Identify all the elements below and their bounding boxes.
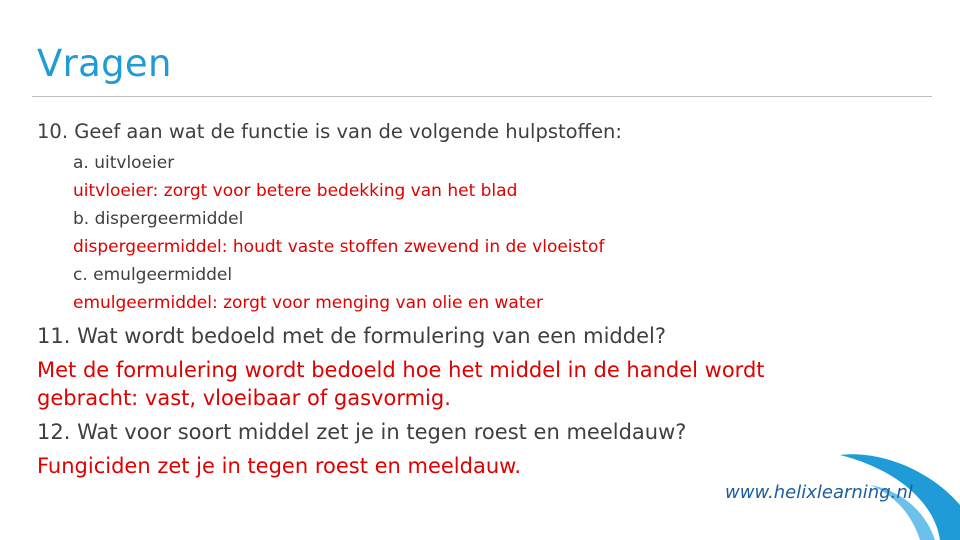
- option-b: b. dispergeermiddel: [73, 209, 244, 229]
- option-a: a. uitvloeier: [73, 153, 175, 173]
- answer-a: uitvloeier: zorgt voor betere bedekking van het blad: [73, 181, 518, 201]
- helix-url-logo: www.helixlearning.nl: [725, 482, 913, 503]
- answer-12: Fungiciden zet je in tegen roest en meeldauw.: [37, 454, 522, 478]
- answer-11-line-2: gebracht: vast, vloeibaar of gasvormig.: [37, 386, 451, 410]
- title-divider: [32, 96, 932, 97]
- slide-title: Vragen: [37, 42, 172, 85]
- question-12: 12. Wat voor soort middel zet je in tegen roest en meeldauw?: [37, 420, 687, 444]
- option-c: c. emulgeermiddel: [73, 265, 233, 285]
- question-11: 11. Wat wordt bedoeld met de formulering van een middel?: [37, 324, 666, 348]
- answer-c: emulgeermiddel: zorgt voor menging van olie en water: [73, 293, 543, 313]
- lower-questions: [37, 322, 917, 480]
- answer-b: dispergeermiddel: houdt vaste stoffen zwevend in de vloeistof: [73, 237, 605, 257]
- answer-11-line-1: Met de formulering wordt bedoeld hoe het middel in de handel wordt: [37, 358, 765, 382]
- question-10: 10. Geef aan wat de functie is van de volgende hulpstoffen:: [37, 120, 622, 143]
